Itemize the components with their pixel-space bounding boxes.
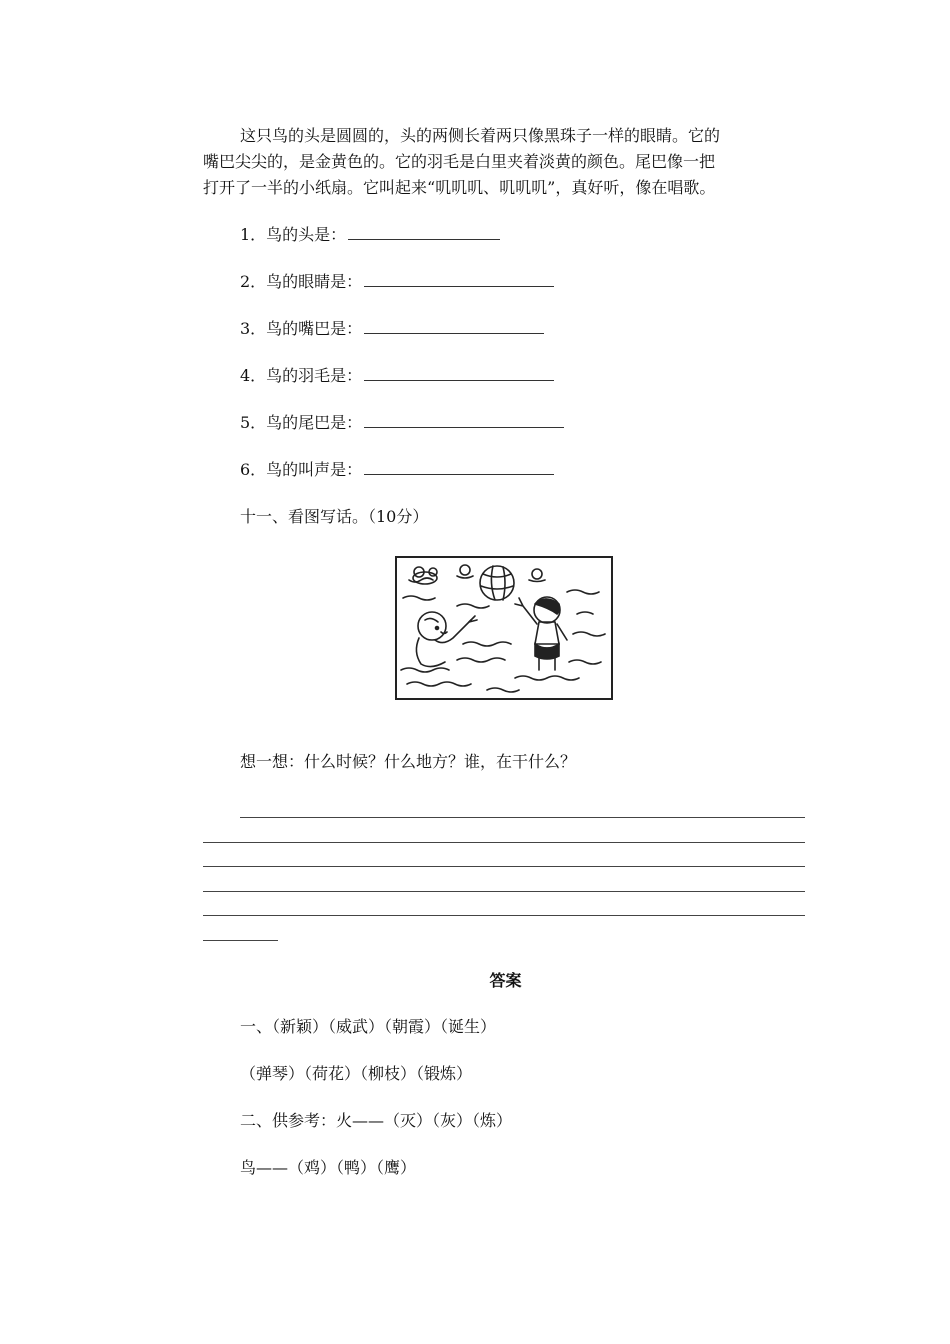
question-2-label: 2．鸟的眼睛是： — [240, 272, 363, 291]
question-4 — [240, 363, 554, 388]
question-3-label: 3．鸟的嘴巴是： — [240, 319, 363, 338]
passage-line-3: 打开了一半的小纸扇。它叫起来“叽叽叽、叽叽叽”，真好听，像在唱歌。 — [203, 178, 716, 197]
section-11-prompt: 想一想：什么时候？什么地方？谁，在干什么？ — [240, 752, 577, 771]
question-2 — [240, 269, 554, 294]
question-1 — [240, 222, 500, 247]
writing-line-2[interactable] — [203, 842, 805, 843]
question-6 — [240, 457, 554, 482]
passage-line-2: 嘴巴尖尖的，是金黄色的。它的羽毛是白里夹着淡黄的颜色。尾巴像一把 — [203, 152, 716, 171]
swimming-picture — [395, 556, 613, 700]
question-4-label: 4．鸟的羽毛是： — [240, 366, 363, 385]
answers-title: 答案 — [489, 971, 522, 990]
answer-2-line-2: 鸟——（鸡）（鸭）（鹰） — [240, 1158, 417, 1177]
writing-line-5[interactable] — [203, 915, 805, 916]
section-11-title: 十一、看图写话。（10分） — [240, 507, 429, 526]
question-5 — [240, 410, 564, 435]
question-1-label: 1．鸟的头是： — [240, 225, 347, 244]
answer-blank-4[interactable] — [364, 363, 554, 381]
writing-line-6[interactable] — [203, 940, 278, 941]
answer-blank-5[interactable] — [364, 410, 564, 428]
passage-line-1: 这只鸟的头是圆圆的，头的两侧长着两只像黑珠子一样的眼睛。它的 — [240, 126, 721, 145]
answer-blank-6[interactable] — [364, 457, 554, 475]
question-6-label: 6．鸟的叫声是： — [240, 460, 363, 479]
writing-line-1[interactable] — [240, 817, 805, 818]
question-5-label: 5．鸟的尾巴是： — [240, 413, 363, 432]
answer-blank-3[interactable] — [364, 316, 544, 334]
answer-2-line-1: 二、供参考：火——（灭）（灰）（炼） — [240, 1111, 513, 1130]
question-3 — [240, 316, 544, 341]
answer-blank-2[interactable] — [364, 269, 554, 287]
answer-1-line-2: （弹琴）（荷花）（柳枝）（锻炼） — [240, 1064, 473, 1083]
writing-line-3[interactable] — [203, 866, 805, 867]
answer-1-line-1: 一、（新颖）（威武）（朝霞）（诞生） — [240, 1017, 497, 1036]
answer-blank-1[interactable] — [348, 222, 500, 240]
writing-line-4[interactable] — [203, 891, 805, 892]
kids-playing-ball-in-water-illustration — [397, 558, 611, 698]
